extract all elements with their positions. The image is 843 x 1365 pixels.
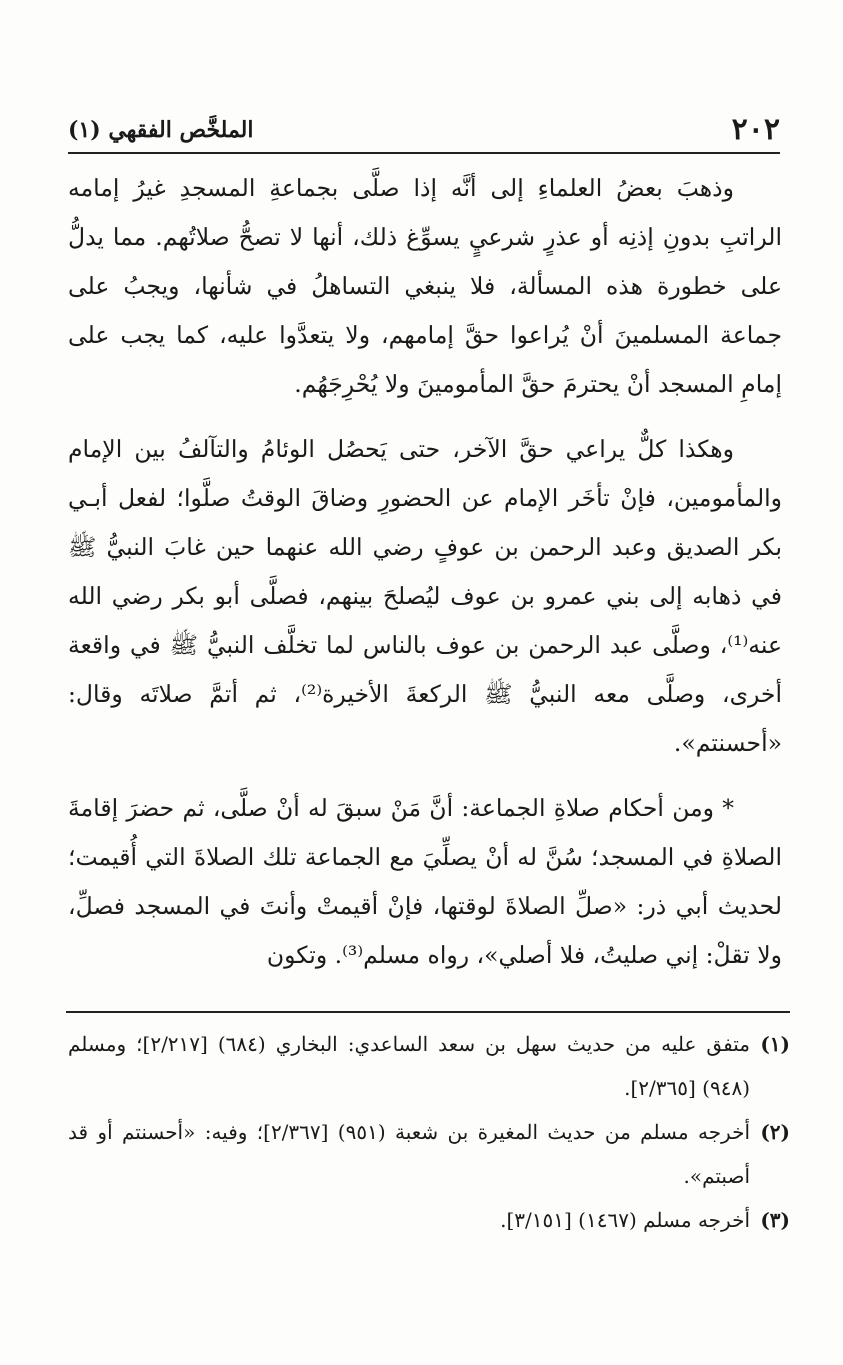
footnote [68, 1198, 790, 1242]
footnote [68, 1110, 790, 1198]
footnote-text: متفق عليه من حديث سهل بن سعد الساعدي: البخاري (٦٨٤) [٢/٢١٧]؛ ومسلم (٩٤٨) [٢/٣٦٥]. [68, 1032, 750, 1100]
page-header [68, 108, 780, 154]
paragraph: وذهبَ بعضُ العلماءِ إلى أنَّه إذا صلَّى بجماعةِ المسجدِ غيرُ إمامه الراتبِ بدونِ إذنِه أو عذرٍ شرعيٍ يسوِّغ ذلك، أنها لا تصحُّ صلاتُهم. مما يدلُّ على خطورة هذه المسألة، فلا ينبغي التساهلُ في شأنها، ويجبُ على جماعة المسلمينَ أنْ يُراعوا حقَّ إمامهم، ولا يتعدَّوا عليه، كما يجب على إمامِ المسجد أنْ يحترمَ حقَّ المأمومينَ ولا يُحْرِجَهُم. [68, 174, 782, 398]
footnotes [68, 1022, 790, 1242]
footnote-number: (١) [760, 1032, 790, 1056]
footnote-text: أخرجه مسلم (١٤٦٧) [٣/١٥١]. [500, 1208, 750, 1232]
paragraph: * ومن أحكام صلاةِ الجماعة: أنَّ مَنْ سبقَ له أنْ صلَّى، ثم حضرَ إقامةَ الصلاةِ في المسجد؛ سُنَّ له أنْ يصلِّيَ مع الجماعة تلك الصلاةَ التي أُقيمت؛ لحديث أبي ذر: «صلِّ الصلاةَ لوقتها، فإنْ أقيمتْ وأنتَ في المسجد فصلِّ، ولا تقلْ: إني صليتُ، فلا أصلي»، رواه مسلم⁽³⁾. وتكون [68, 794, 782, 969]
main-text [68, 164, 782, 980]
page-number: ٢٠٢ [731, 112, 780, 147]
paragraph: وهكذا كلٌّ يراعي حقَّ الآخر، حتى يَحصُل الوئامُ والتآلفُ بين الإمام والمأمومين، فإنْ تأخَر الإمام عن الحضورِ وضاقَ الوقتُ صلَّوا؛ لفعل أبـي بكر الصديق وعبد الرحمن بن عوفٍ رضي الله عنهما حين غابَ النبيُّ ﷺ في ذهابه إلى بني عمرو بن عوف ليُصلحَ بينهم، فصلَّى أبو بكر رضي الله عنه⁽¹⁾، وصلَّى عبد الرحمن بن عوف بالناس لما تخلَّف النبيُّ ﷺ في واقعة أخرى، وصلَّى معه النبيُّ ﷺ الركعةَ الأخيرة⁽²⁾، ثم أتمَّ صلاتَه وقال: «أحسنتم». [68, 435, 782, 757]
footnote-separator [66, 1011, 790, 1013]
footnote [68, 1022, 790, 1110]
footnote-number: (٣) [760, 1208, 790, 1232]
footnote-text: أخرجه مسلم من حديث المغيرة بن شعبة (٩٥١) [٢/٣٦٧]؛ وفيه: «أحسنتم أو قد أصبتم». [68, 1120, 751, 1188]
book-title: الملخَّص الفقهي (١) [68, 117, 254, 143]
footnote-number: (٢) [760, 1120, 790, 1144]
